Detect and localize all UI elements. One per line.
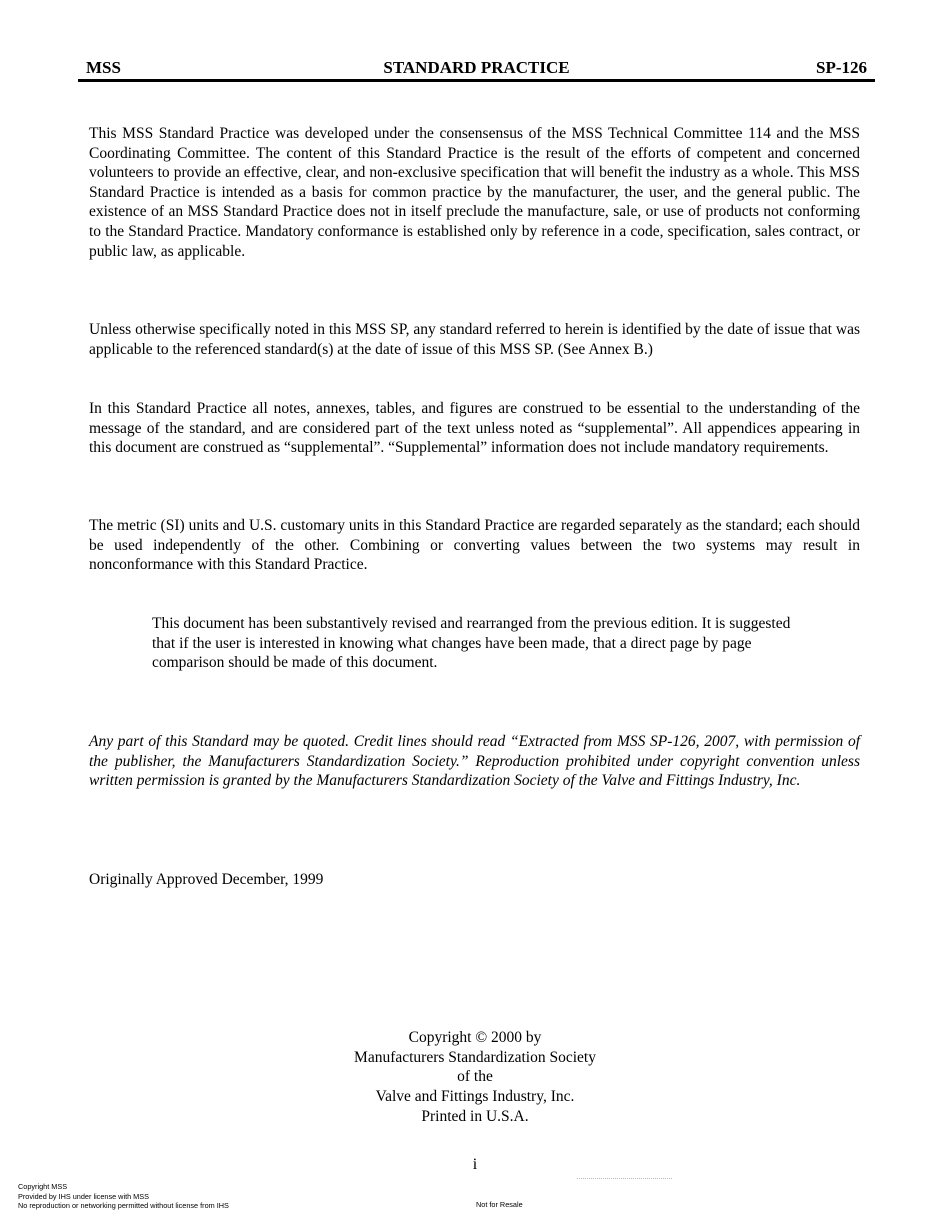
paragraph-supplemental: In this Standard Practice all notes, annexes, tables, and figures are construed to be essential to the understanding of the message of the standard, and are considered part of the text unless noted as “supplemental”. All appendices appearing in this document are construed as “supplemental”. “Supplemental” information does not include mandatory requirements. bbox=[89, 400, 860, 457]
license-footer bbox=[18, 1182, 229, 1211]
copyright-line: Valve and Fittings Industry, Inc. bbox=[375, 1088, 575, 1106]
header-document-number: SP-126 bbox=[816, 58, 867, 77]
paragraph-approval-date: Originally Approved December, 1999 bbox=[89, 871, 324, 888]
paragraph-consensus: This MSS Standard Practice was developed under the consensensus of the MSS Technical Committee 114 and the MSS Coordinating Committee. The content of this Standard Practice is the result of the efforts of competent and concerned volunteers to provide an effective, clear, and non-exclusive specification that will benefit the industry as a whole. This MSS Standard Practice is intended as a basis for common practice by the manufacturer, the user, and the general public. The existence of an MSS Standard Practice does not in itself preclude the manufacture, sale, or use of products not conforming to the Standard Practice. Mandatory conformance is established only by reference in a code, specification, sales contract, or public law, as applicable. bbox=[89, 125, 860, 260]
page-number: i bbox=[472, 1156, 478, 1173]
footer-line: Provided by IHS under license with MSS bbox=[18, 1191, 149, 1201]
copyright-block bbox=[300, 1028, 650, 1127]
header-title: STANDARD PRACTICE bbox=[383, 58, 570, 77]
paragraph-units: The metric (SI) units and U.S. customary units in this Standard Practice are regarded separately as the standard; each should be used independently of the other. Combining or converting values between the two systems may result in nonconformance with this Standard Practice. bbox=[89, 517, 860, 574]
copyright-line: Copyright © 2000 by bbox=[408, 1029, 542, 1046]
scan-artifact bbox=[577, 1178, 672, 1180]
paragraph-revision-note: This document has been substantively revised and rearranged from the previous edition. It is suggested that if the user is interested in knowing what changes have been made, that a direct page by page comparison should be made of this document. bbox=[152, 615, 791, 672]
page-header bbox=[78, 58, 875, 78]
footer-not-for-resale: Not for Resale bbox=[476, 1200, 523, 1209]
copyright-line: of the bbox=[457, 1068, 493, 1086]
footer-line: No reproduction or networking permitted without license from IHS bbox=[18, 1201, 229, 1210]
copyright-line: Printed in U.S.A. bbox=[421, 1107, 529, 1125]
header-rule bbox=[78, 79, 875, 82]
header-organization: MSS bbox=[86, 58, 121, 77]
paragraph-quotation-permission: Any part of this Standard may be quoted. Credit lines should read “Extracted from MSS SP-126, 2007, with permission of the publisher, the Manufacturers Standardization Society.” Reproduction prohibited under copyright convention unless written permission is granted by the Manufacturers Standardization Society of the Valve and Fittings Industry, Inc. bbox=[89, 733, 860, 790]
copyright-line: Manufacturers Standardization Society bbox=[354, 1048, 596, 1066]
paragraph-referenced-standards: Unless otherwise specifically noted in this MSS SP, any standard referred to herein is identified by the date of issue that was applicable to the referenced standard(s) at the date of issue of this MSS SP. (See Annex B.) bbox=[89, 321, 860, 358]
footer-line: Copyright MSS bbox=[18, 1182, 68, 1191]
